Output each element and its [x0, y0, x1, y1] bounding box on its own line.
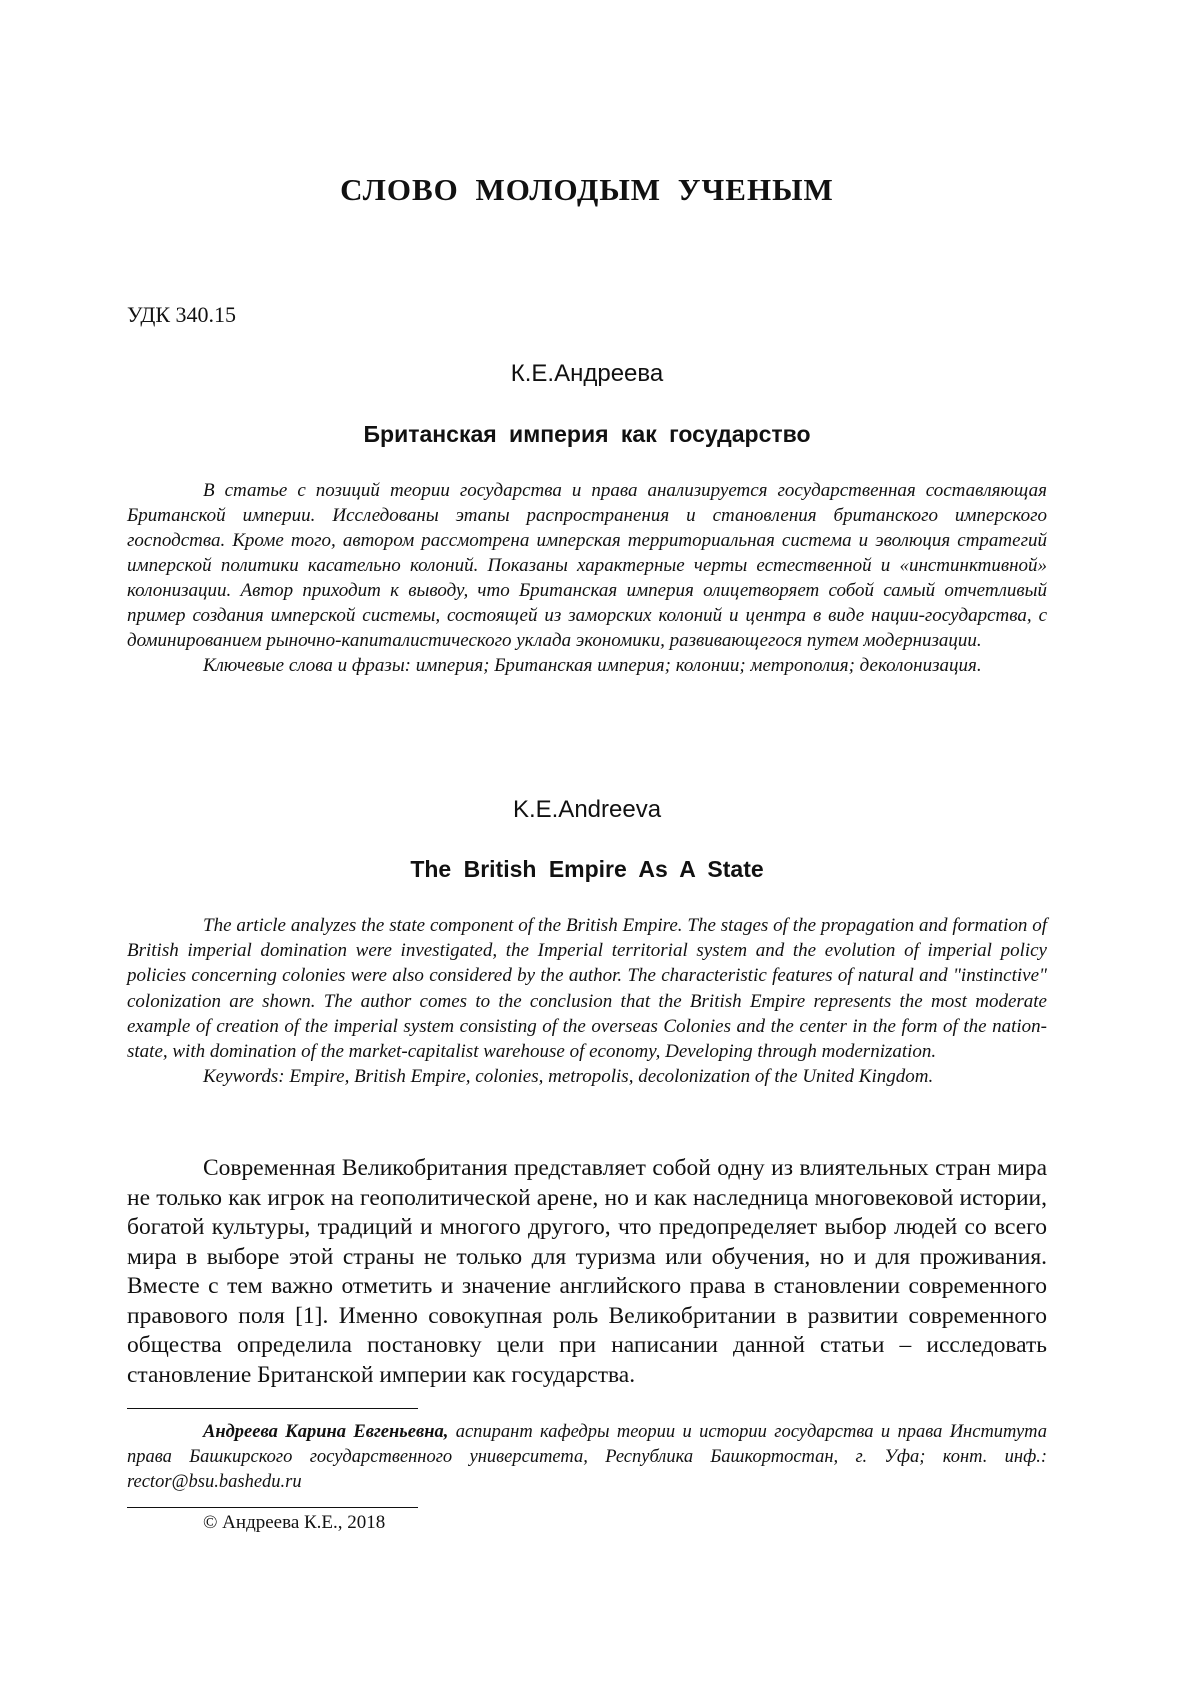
article-body	[127, 1154, 1047, 1390]
abstract-ru	[127, 478, 1047, 678]
author-en: K.E.Andreeva	[512, 796, 662, 823]
footnote-paragraph	[127, 1420, 1047, 1495]
abstract-en	[127, 913, 1047, 1089]
keywords-ru: Ключевые слова и фразы: империя; Британская империя; колонии; метрополия; деколонизация.	[203, 655, 982, 676]
author-footnote	[127, 1420, 1047, 1495]
footnote-divider	[127, 1408, 418, 1409]
keywords-en: Keywords: Empire, British Empire, colonies, metropolis, decolonization of the United Kingdom.	[203, 1066, 934, 1088]
footnote-author-info: аспирант кафедры теории и истории государства и права Института права Башкирского государственного университета, Республика Башкортостан, г. Уфа; конт. инф.: rector@bsu.bashedu.ru	[127, 1422, 1047, 1492]
abstract-en-text: The article analyzes the state component of the British Empire. The stages of the propagation and formation of British imperial domination were investigated, the Imperial territorial system and the evolution of imperial policy policies concerning colonies were also considered by the author. The characteristic features of natural and "instinctive" colonization are shown. The author comes to the conclusion that the British Empire represents the most moderate example of creation of the imperial system consisting of the overseas Colonies and the center in the form of the nation-state, with domination of the market-capitalist warehouse of economy, Developing through modernization.	[127, 915, 1047, 1063]
copyright-line: © Андреева К.Е., 2018	[203, 1512, 386, 1533]
body-paragraph: Современная Великобритания представляет собой одну из влиятельных стран мира не только как игрок на геополитической арене, но и как наследница многовековой истории, богатой культуры, традиций и многого другого, что предопределяет выбор людей со всего мира в выборе этой страны не только для туризма или обучения, но и для проживания. Вместе с тем важно отметить и значение английского права в становлении современного правового поля [1]. Именно совокупная роль Великобритании в развитии современного общества определила постановку цели при написании данной статьи – исследовать становление Британской империи как государства.	[127, 1155, 1047, 1388]
article-title-ru: Британская империя как государство	[363, 421, 811, 447]
abstract-ru-text: В статье с позиций теории государства и права анализируется государственная составляющая Британской империи. Исследованы этапы распространения и становления британского имперского господства. Кроме того, автором рассмотрена имперская территориальная система и эволюция стратегий имперской политики касательно колоний. Показаны характерные черты естественной и «инстинктивной» колонизации. Автор приходит к выводу, что Британская империя олицетворяет собой самый отчетливый пример создания имперской системы, состоящей из заморских колоний и центра в виде нации-государства, с доминированием рыночно-капиталистического уклада экономики, развивающегося путем модернизации.	[127, 480, 1047, 651]
article-title-en: The British Empire As A State	[410, 856, 764, 882]
section-heading: СЛОВО МОЛОДЫМ УЧЕНЫМ	[340, 172, 834, 207]
author-ru: К.Е.Андреева	[510, 360, 664, 387]
udk-code: УДК 340.15	[127, 302, 237, 327]
copyright-divider	[127, 1507, 418, 1508]
footnote-author-name: Андреева Карина Евгеньевна,	[203, 1422, 449, 1442]
